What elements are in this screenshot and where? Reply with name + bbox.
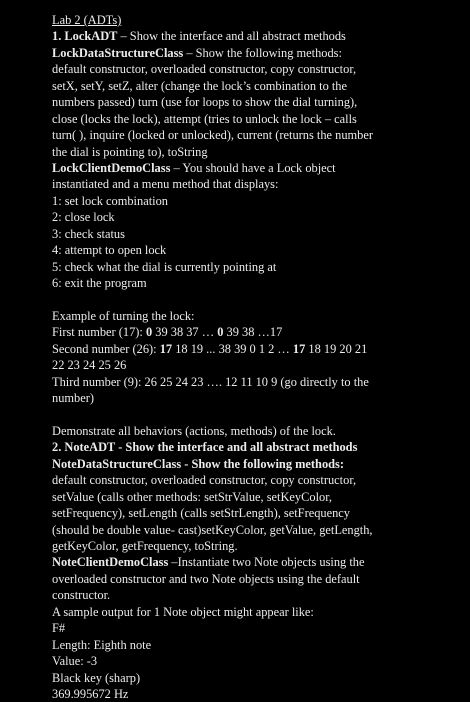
section-2-number: 2.: [52, 440, 65, 455]
example-text: 39 38 …17: [223, 325, 283, 340]
lab-document: [52, 12, 464, 702]
example-text: 18 19 20 21: [305, 341, 368, 356]
note-data-structure-label: NoteDataStructureClass: [52, 456, 182, 471]
lock-client-demo-line: [52, 160, 464, 176]
example-bold-value: 0: [217, 325, 224, 340]
example-bold-value: 0: [145, 325, 153, 340]
menu-item: 4: attempt to open lock: [52, 243, 167, 258]
section-1-heading-text: – Show the interface and all abstract methods: [117, 29, 346, 44]
example-second-number-cont: 22 23 24 25 26: [52, 358, 127, 373]
note-client-demo-line: [52, 554, 464, 570]
example-bold-value: 17: [159, 341, 173, 356]
sample-output-line: Value: -3: [52, 654, 98, 669]
lock-data-structure-label: LockDataStructureClass: [52, 45, 184, 60]
note-client-demo-text: –Instantiate two Note objects using the: [168, 555, 365, 570]
text-line: constructor.: [52, 588, 111, 603]
text-line: default constructor, overloaded constructor, copy constructor,: [52, 62, 357, 77]
menu-item: 6: exit the program: [52, 276, 147, 290]
text-line: (should be double value- cast)setKeyColor, getValue, getLength,: [52, 522, 373, 537]
menu-item: 3: check status: [52, 226, 125, 241]
sample-output-line: Black key (sharp): [52, 670, 141, 685]
example-text: Second number (26):: [52, 341, 160, 356]
note-adt-label: NoteADT: [64, 440, 116, 455]
sample-output-line: Length: Eighth note: [52, 637, 152, 652]
text-line: setFrequency), setLength (calls setStrLength), setFrequency: [52, 506, 350, 521]
note-data-structure-line: [52, 456, 464, 472]
text-line: instantiated and a menu method that displays:: [52, 177, 279, 192]
section-1-heading: [52, 28, 464, 44]
document-title: Lab 2 (ADTs): [52, 13, 122, 27]
text-line: turn( ), inquire (locked or unlocked), current (returns the number: [52, 128, 374, 143]
section-2-heading: [52, 439, 464, 455]
section-2-heading-text: - Show the interface and all abstract methods: [115, 440, 358, 455]
blank-line: [52, 407, 464, 423]
text-line: the dial is pointing to), toString: [52, 144, 208, 159]
text-line: setX, setY, setZ, alter (change the lock’s combination to the: [52, 78, 348, 93]
example-text: First number (17):: [52, 325, 146, 340]
section-1-number: 1.: [52, 29, 65, 44]
lock-data-structure-line: [52, 45, 464, 61]
menu-item: 2: close lock: [52, 210, 115, 225]
menu-item: 5: check what the dial is currently pointing at: [52, 259, 277, 274]
sample-output-line: F#: [52, 621, 66, 636]
example-second-number: [52, 341, 464, 357]
text-line: default constructor, overloaded constructor, copy constructor,: [52, 473, 357, 488]
note-data-structure-text: - Show the following methods:: [181, 456, 344, 471]
text-line: getKeyColor, getFrequency, toString.: [52, 539, 238, 553]
lock-client-demo-text: – You should have a Lock object: [170, 160, 336, 175]
sample-output-line: 369.995672 Hz: [52, 686, 129, 701]
text-line: A sample output for 1 Note object might appear like:: [52, 604, 314, 619]
example-third-number-cont: number): [52, 391, 94, 406]
text-line: overloaded constructor and two Note objects using the default: [52, 571, 360, 586]
example-text: 18 19 ... 38 39 0 1 2 …: [172, 341, 293, 356]
lock-client-demo-label: LockClientDemoClass: [52, 160, 171, 175]
lock-adt-label: LockADT: [64, 29, 118, 44]
blank-line: [52, 291, 464, 307]
lock-data-structure-text: – Show the following methods:: [183, 45, 342, 60]
example-intro: Example of turning the lock:: [52, 308, 195, 323]
text-line: close (locks the lock), attempt (tries to unlock the lock – calls: [52, 111, 357, 126]
example-bold-value: 17: [292, 341, 306, 356]
menu-item: 1: set lock combination: [52, 193, 168, 208]
text-line: numbers passed) turn (use for loops to show the dial turning),: [52, 95, 358, 110]
note-client-demo-label: NoteClientDemoClass: [52, 555, 169, 570]
demonstrate-line: Demonstrate all behaviors (actions, methods) of the lock.: [52, 423, 336, 438]
text-line: setValue (calls other methods: setStrValue, setKeyColor,: [52, 489, 332, 504]
example-third-number: Third number (9): 26 25 24 23 …. 12 11 10 9 (go directly to the: [52, 374, 369, 389]
example-first-number: [52, 324, 464, 340]
example-text: 39 38 37 …: [152, 325, 218, 340]
